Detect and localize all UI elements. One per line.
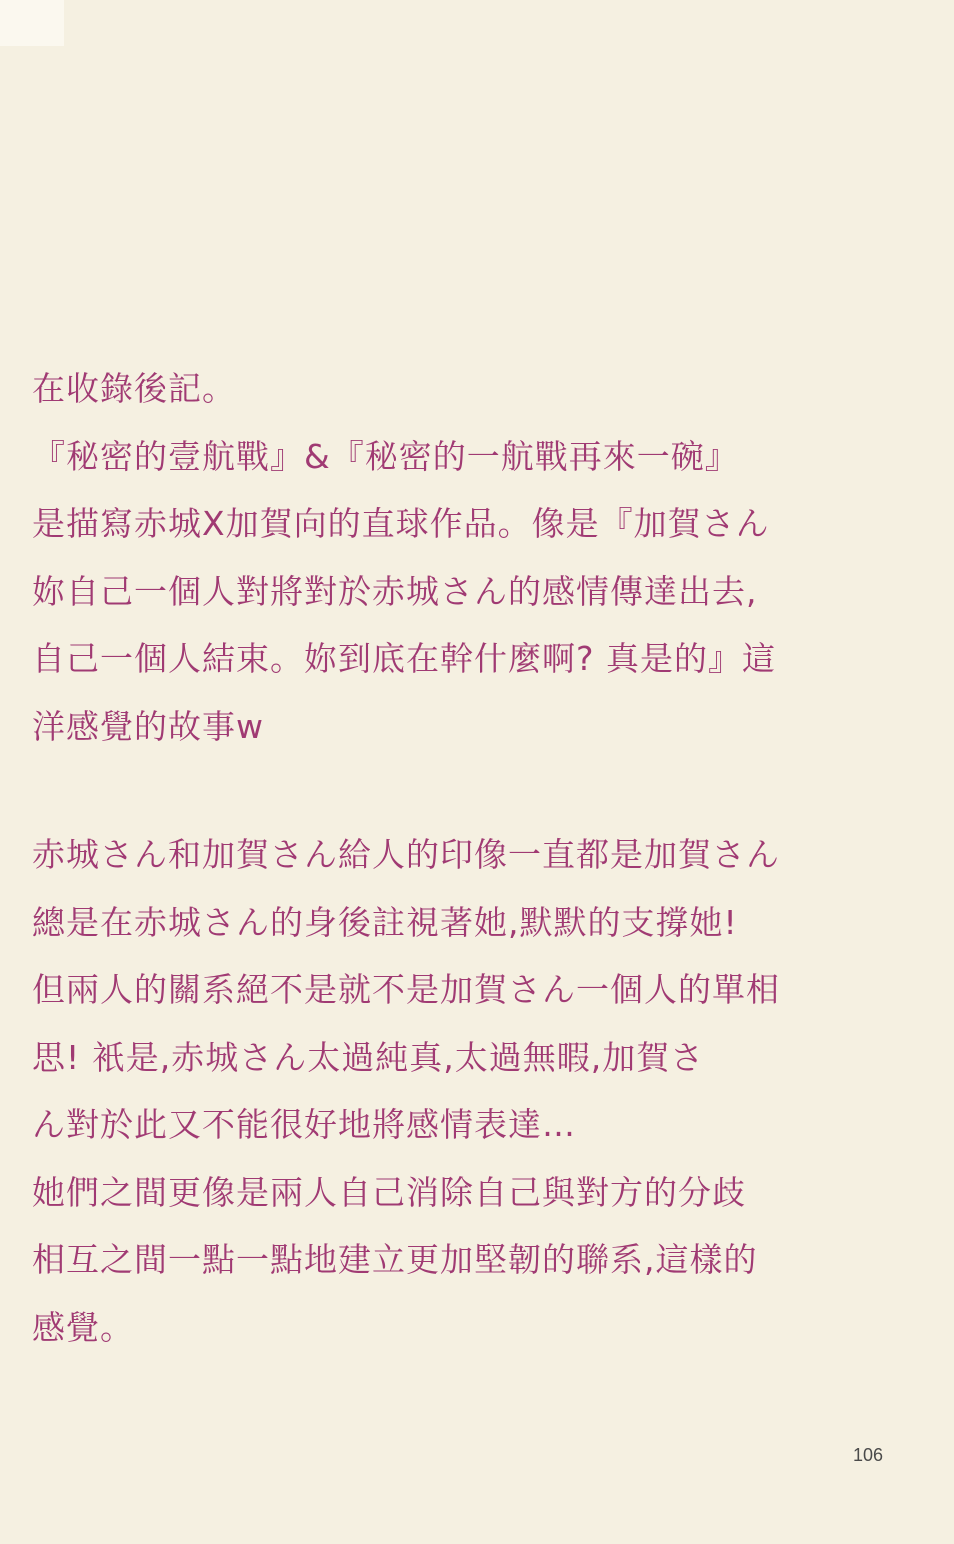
afterword-paragraph-2 (32, 821, 912, 1361)
text-line: 赤城さん和加賀さん給人的印像一直都是加賀さん (32, 835, 780, 874)
text-line: 是描寫赤城X加賀向的直球作品。像是『加賀さん (32, 504, 770, 543)
text-line: 總是在赤城さん的身後註視著她,默默的支撐她! (32, 902, 738, 942)
text-line: 自己一個人結束。妳到底在幹什麼啊? 真是的』這 (32, 639, 777, 678)
text-line: 相互之間一點一點地建立更加堅韌的聯系,這樣的 (32, 1240, 758, 1279)
text-line: 她們之間更像是兩人自己消除自己與對方的分歧 (32, 1172, 746, 1212)
text-line: 『秘密的壹航戰』&『秘密的一航戰再來一碗』 (32, 436, 739, 476)
afterword-paragraph-1 (32, 355, 912, 760)
page-number: 106 (853, 1445, 884, 1465)
text-line: 思! 衹是,赤城さん太過純真,太過無暇,加賀さ (32, 1037, 705, 1077)
text-line: 在收錄後記。 (32, 369, 236, 408)
text-line: 妳自己一個人對將對於赤城さん的感情傳達出去, (32, 571, 758, 611)
text-line: ん對於此又不能很好地將感情表達… (32, 1105, 576, 1144)
text-line: 洋感覺的故事w (32, 706, 264, 746)
text-line: 但兩人的關系絕不是就不是加賀さん一個人的單相 (32, 970, 780, 1009)
page-corner-mark (0, 0, 64, 46)
text-line: 感覺。 (32, 1307, 134, 1347)
